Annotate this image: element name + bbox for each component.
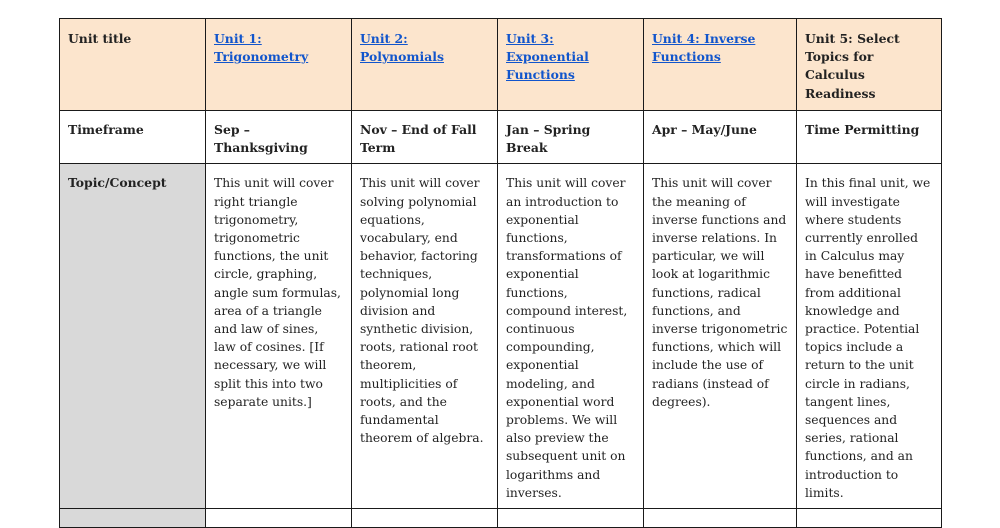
timeframe-unit-5: Time Permitting	[797, 111, 942, 164]
timeframe-unit-3: Jan – Spring Break	[498, 111, 644, 164]
timeframe-unit-4: Apr – May/June	[644, 111, 797, 164]
timeframe-unit-2: Nov – End of Fall Term	[352, 111, 498, 164]
timeframe-row	[60, 111, 942, 164]
unit-4-header	[644, 19, 797, 111]
unit-4-link[interactable]: Unit 4: Inverse Functions	[652, 31, 756, 65]
unit-title-row	[60, 19, 942, 111]
unit-1-link[interactable]: Unit 1: Trigonometry	[214, 31, 309, 65]
topic-label: Topic/Concept	[60, 164, 206, 509]
topic-unit-1: This unit will cover right triangle trigonometry, trigonometric functions, the unit circle, graphing, angle sum formulas, area of a triangle and law of sines, law of cosines. [If necessary, we will split this into two separate units.]	[206, 164, 352, 509]
topic-unit-2: This unit will cover solving polynomial equations, vocabulary, end behavior, factoring techniques, polynomial long division and synthetic division, roots, rational root theorem, multiplicities of roots, and the fundamental theorem of algebra.	[352, 164, 498, 509]
unit-1-header	[206, 19, 352, 111]
topic-unit-5: In this final unit, we will investigate where students currently enrolled in Calculus may have benefitted from additional knowledge and practice. Potential topics include a return to the unit circle in radians, tangent lines, sequences and series, rational functions, and an introduction to limits.	[797, 164, 942, 509]
topic-row	[60, 164, 942, 509]
curriculum-table	[59, 18, 942, 528]
topic-unit-4: This unit will cover the meaning of inverse functions and inverse relations. In particular, we will look at logarithmic functions, radical functions, and inverse trigonometric functions, which will include the use of radians (instead of degrees).	[644, 164, 797, 509]
topic-unit-3: This unit will cover an introduction to exponential functions, transformations of exponential functions, compound interest, continuous compounding, exponential modeling, and exponential word problems. We will also preview the subsequent unit on logarithms and inverses.	[498, 164, 644, 509]
timeframe-label: Timeframe	[60, 111, 206, 164]
unit-2-link[interactable]: Unit 2: Polynomials	[360, 31, 444, 65]
unit-2-header	[352, 19, 498, 111]
unit-3-link[interactable]: Unit 3: Exponential Functions	[506, 31, 589, 83]
unit-title-label: Unit title	[60, 19, 206, 111]
unit-5-header: Unit 5: Select Topics for Calculus Readiness	[797, 19, 942, 111]
timeframe-unit-1: Sep – Thanksgiving	[206, 111, 352, 164]
unit-3-header	[498, 19, 644, 111]
